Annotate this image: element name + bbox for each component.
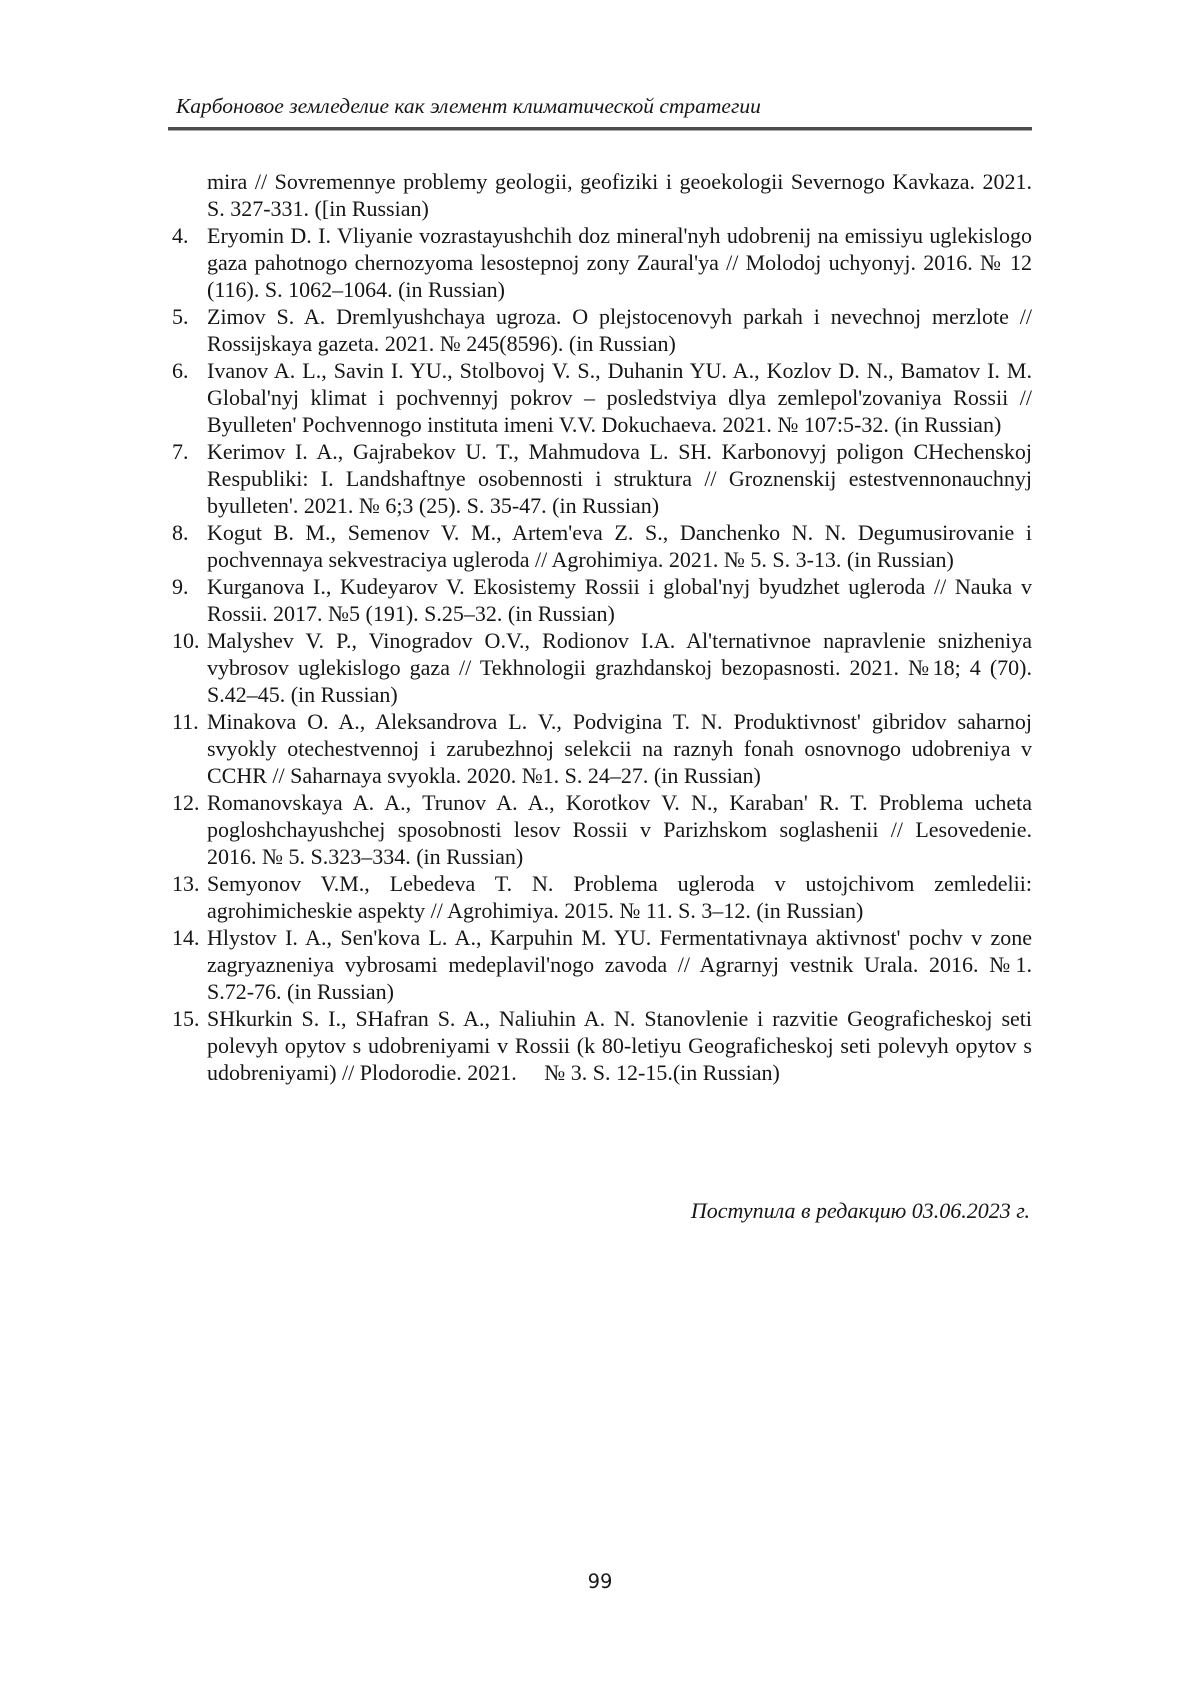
reference-number: 11. [172, 709, 199, 734]
received-note: Поступила в редакцию 03.06.2023 г. [690, 1198, 1030, 1223]
reference-text: Kogut B. M., Semenov V. M., Artem'eva Z. S., Danchenko N. N. Degumusirovanie i pochvennaya sekvestraciya ugleroda // Agrohimiya. 2021. № 5. S. 3-13. (in Russian) [207, 520, 1032, 572]
reference-item [160, 1005, 1032, 1086]
reference-number: 15. [172, 1006, 200, 1031]
reference-number: 12. [172, 790, 200, 815]
reference-item [160, 627, 1032, 708]
reference-item [160, 789, 1032, 870]
reference-number: 13. [172, 871, 200, 896]
reference-number: 6. [172, 358, 189, 383]
reference-number: 9. [172, 574, 189, 599]
reference-text: Romanovskaya A. A., Trunov A. A., Korotkov V. N., Karaban' R. T. Problema ucheta pogloshchayushchej sposobnosti lesov Rossii v Parizhskom soglashenii // Lesovedenie. 2016. № 5. S.323–334. (in Russian) [207, 790, 1032, 869]
reference-items [160, 222, 1032, 1086]
running-header: Карбоновое земледелие как элемент климатической стратегии [168, 94, 1032, 130]
reference-text: Kurganova I., Kudeyarov V. Ekosistemy Rossii i global'nyj byudzhet ugleroda // Nauka v Rossii. 2017. №5 (191). S.25–32. (in Russian) [207, 574, 1032, 626]
reference-text: Ivanov A. L., Savin I. YU., Stolbovoj V. S., Duhanin YU. A., Kozlov D. N., Bamatov I. M. Global'nyj klimat i pochvennyj pokrov – posledstviya dlya zemlepol'zovaniya Rossii // Byulleten' Pochvennogo instituta imeni V.V. Dokuchaeva. 2021. № 107:5-32. (in Russian) [207, 358, 1032, 437]
reference-number: 8. [172, 520, 189, 545]
reference-number: 5. [172, 304, 189, 329]
reference-text: Malyshev V. P., Vinogradov O.V., Rodionov I.A. Al'ternativnoe napravlenie snizheniya vybrosov uglekislogo gaza // Tekhnologii grazhdanskoj bezopasnosti. 2021. №18; 4 (70). S.42–45. (in Russian) [207, 628, 1032, 707]
reference-item [160, 303, 1032, 357]
reference-item [160, 357, 1032, 438]
reference-item [160, 222, 1032, 303]
reference-item [160, 870, 1032, 924]
reference-text: Semyonov V.M., Lebedeva T. N. Problema ugleroda v ustojchivom zemledelii: agrohimicheskie aspekty // Agrohimiya. 2015. № 11. S. 3–12. (in Russian) [207, 871, 1032, 923]
reference-text: Hlystov I. A., Sen'kova L. A., Karpuhin M. YU. Fermentativnaya aktivnost' pochv v zone zagryazneniya vybrosami medeplavil'nogo zavoda // Agrarnyj vestnik Urala. 2016. №1. S.72-76. (in Russian) [207, 925, 1032, 1004]
reference-text: Minakova O. A., Aleksandrova L. V., Podvigina T. N. Produktivnost' gibridov saharnoj svyokly otechestvennoj i zarubezhnoj selekcii na raznyh fonah osnovnogo udobreniya v CCHR // Saharnaya svyokla. 2020. №1. S. 24–27. (in Russian) [207, 709, 1032, 788]
references-list [160, 168, 1032, 1086]
reference-item [160, 924, 1032, 1005]
reference-continuation: mira // Sovremennye problemy geologii, geofiziki i geoekologii Severnogo Kavkaza. 2021. S. 327-331. ([in Russian) [207, 169, 1032, 221]
reference-item [160, 438, 1032, 519]
reference-item [160, 708, 1032, 789]
reference-number: 10. [172, 628, 200, 653]
reference-item [160, 573, 1032, 627]
reference-text: Eryomin D. I. Vliyanie vozrastayushchih doz mineral'nyh udobrenij na emissiyu uglekislogo gaza pahotnogo chernozyoma lesostepnoj zony Zaural'ya // Molodoj uchyonyj. 2016. № 12 (116). S. 1062–1064. (in Russian) [207, 223, 1032, 302]
reference-number: 14. [172, 925, 200, 950]
reference-text: Kerimov I. A., Gajrabekov U. T., Mahmudova L. SH. Karbonovyj poligon CHechenskoj Respubliki: I. Landshaftnye osobennosti i struktura // Groznenskij estestvennonauchnyj byulleten'. 2021. № 6;3 (25). S. 35-47. (in Russian) [207, 439, 1032, 518]
reference-text: SHkurkin S. I., SHafran S. A., Naliuhin A. N. Stanovlenie i razvitie Geograficheskoj seti polevyh opytov s udobreniyami v Rossii (k 80-letiyu Geograficheskoj seti polevyh opytov s udobreniyami) // Plodorodie. 2021. № 3. S. 12-15.(in Russian) [207, 1006, 1032, 1085]
reference-number: 4. [172, 223, 189, 248]
page-number: 99 [587, 1570, 613, 1593]
reference-item [160, 519, 1032, 573]
reference-text: Zimov S. A. Dremlyushchaya ugroza. O plejstocenovyh parkah i nevechnoj merzlote // Rossijskaya gazeta. 2021. № 245(8596). (in Russian) [207, 304, 1032, 356]
reference-number: 7. [172, 439, 189, 464]
